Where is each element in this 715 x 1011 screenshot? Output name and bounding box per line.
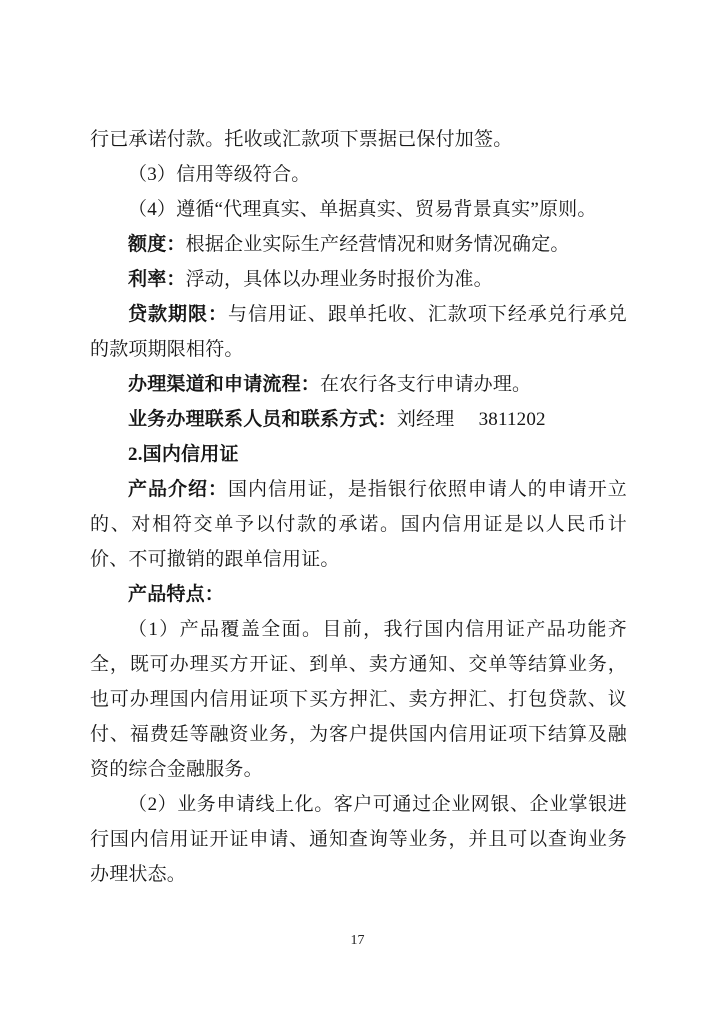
paragraph-text: 行已承诺付款。托收或汇款项下票据已保付加签。 xyxy=(90,129,513,150)
heading-text: 产品特点： xyxy=(128,584,225,605)
field-label: 额度： xyxy=(128,234,186,255)
field-value: 刘经理 3811202 xyxy=(396,409,546,430)
field-label: 贷款期限： xyxy=(128,304,228,325)
field-value: 根据企业实际生产经营情况和财务情况确定。 xyxy=(185,234,570,255)
document-body xyxy=(90,122,627,892)
paragraph-item-4 xyxy=(90,192,627,227)
field-value: 与信用证、跟单托收、汇款项下经承兑行承兑的款项期限相符。 xyxy=(90,304,627,360)
field-label: 办理渠道和申请流程： xyxy=(128,374,321,395)
paragraph-item-3 xyxy=(90,157,627,192)
paragraph-text: （1）产品覆盖全面。目前，我行国内信用证产品功能齐全，既可办理买方开证、到单、卖方通知、交单等结算业务，也可办理国内信用证项下买方押汇、卖方押汇、打包贷款、议付、福费廷等融资业务，为客户提供国内信用证项下结算及融资的综合金融服务。 xyxy=(90,619,627,780)
paragraph-feature-1 xyxy=(90,612,627,787)
heading-product-features xyxy=(90,577,627,612)
field-contact xyxy=(90,402,627,437)
field-quota xyxy=(90,227,627,262)
paragraph-text: （4）遵循“代理真实、单据真实、贸易背景真实”原则。 xyxy=(128,199,597,220)
field-interest-rate xyxy=(90,262,627,297)
page-number: 17 xyxy=(350,933,365,948)
field-value: 国内信用证，是指银行依照申请人的申请开立的、对相符交单予以付款的承诺。国内信用证是以人民币计价、不可撤销的跟单信用证。 xyxy=(90,479,627,570)
field-product-intro xyxy=(90,472,627,577)
paragraph-text: （2）业务申请线上化。客户可通过企业网银、企业掌银进行国内信用证开证申请、通知查询等业务，并且可以查询业务办理状态。 xyxy=(90,794,627,885)
field-label: 利率： xyxy=(128,269,186,290)
heading-domestic-letter-of-credit xyxy=(90,437,627,472)
field-loan-term xyxy=(90,297,627,367)
page-footer xyxy=(0,932,715,950)
paragraph-feature-2 xyxy=(90,787,627,892)
field-value: 在农行各支行申请办理。 xyxy=(320,374,532,395)
field-value: 浮动，具体以办理业务时报价为准。 xyxy=(185,269,493,290)
field-application-channel xyxy=(90,367,627,402)
field-label: 产品介绍： xyxy=(128,479,228,500)
heading-text: 2.国内信用证 xyxy=(128,444,239,465)
paragraph-continuation xyxy=(90,122,627,157)
field-label: 业务办理联系人员和联系方式： xyxy=(128,409,397,430)
paragraph-text: （3）信用等级符合。 xyxy=(128,164,311,185)
